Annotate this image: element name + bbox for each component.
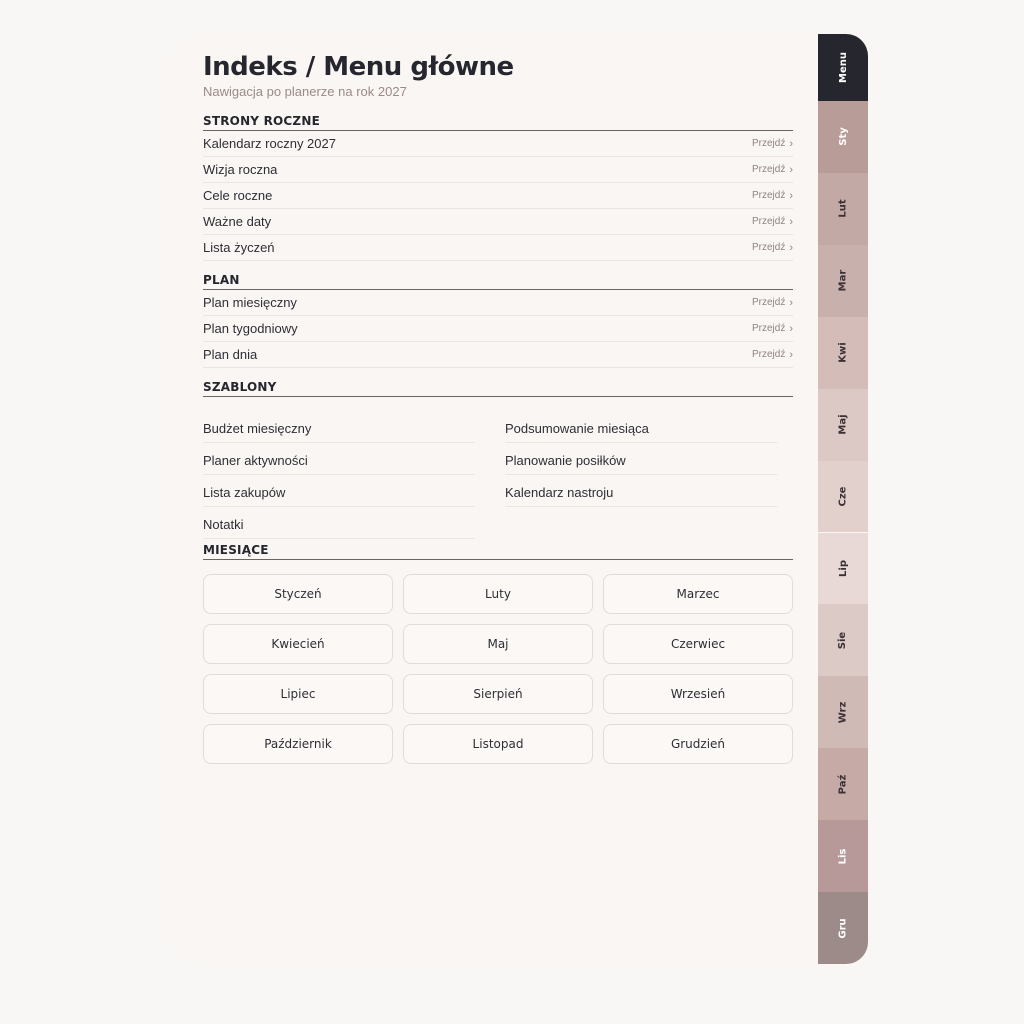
chevron-right-icon: ›: [789, 322, 793, 335]
list-item-label: Plan dnia: [203, 347, 258, 362]
month-button[interactable]: Wrzesień: [603, 674, 793, 714]
month-button[interactable]: Czerwiec: [603, 624, 793, 664]
list-item[interactable]: [203, 290, 793, 316]
template-link[interactable]: Kalendarz nastroju: [505, 475, 777, 507]
section-yearly: [203, 114, 793, 261]
tab-label: Gru: [837, 917, 849, 939]
plan-list: [203, 290, 793, 368]
section-heading-plan: PLAN: [203, 273, 793, 290]
month-button[interactable]: Grudzień: [603, 724, 793, 764]
goto-label: Przejdź: [751, 349, 786, 360]
tab-label: Paź: [837, 774, 849, 795]
month-button[interactable]: Styczeń: [203, 574, 393, 614]
list-item-label: Kalendarz roczny 2027: [203, 136, 336, 151]
tab-cze[interactable]: [818, 461, 868, 533]
goto-label: Przejdź: [751, 138, 786, 149]
tab-lip[interactable]: [818, 533, 868, 605]
goto-label: Przejdź: [751, 164, 786, 175]
list-item[interactable]: [203, 316, 793, 342]
goto-link[interactable]: [752, 349, 793, 361]
months-grid: [203, 574, 793, 764]
tab-menu[interactable]: [818, 34, 868, 101]
list-item[interactable]: [203, 342, 793, 368]
chevron-right-icon: ›: [789, 241, 793, 254]
chevron-right-icon: ›: [789, 215, 793, 228]
section-plan: [203, 273, 793, 368]
goto-label: Przejdź: [751, 216, 786, 227]
month-button[interactable]: Maj: [403, 624, 593, 664]
list-item-label: Wizja roczna: [203, 162, 278, 177]
goto-label: Przejdź: [751, 242, 786, 253]
tab-label: Kwi: [837, 342, 849, 363]
yearly-list: [203, 131, 793, 261]
month-button[interactable]: Sierpień: [403, 674, 593, 714]
tab-mar[interactable]: [818, 245, 868, 317]
month-button[interactable]: Październik: [203, 724, 393, 764]
goto-link[interactable]: [752, 323, 793, 335]
goto-link[interactable]: [752, 164, 793, 176]
tab-label: Sty: [837, 127, 849, 147]
section-heading-months: MIESIĄCE: [203, 543, 793, 560]
tab-label: Lis: [837, 848, 849, 864]
section-templates: [203, 380, 793, 539]
list-item-label: Lista życzeń: [203, 240, 275, 255]
list-item[interactable]: [203, 131, 793, 157]
month-button[interactable]: Marzec: [603, 574, 793, 614]
goto-link[interactable]: [752, 297, 793, 309]
goto-link[interactable]: [752, 242, 793, 254]
chevron-right-icon: ›: [789, 189, 793, 202]
page-subtitle: Nawigacja po planerze na rok 2027: [203, 84, 407, 99]
section-heading-templates: SZABLONY: [203, 380, 793, 397]
tab-label: Mar: [837, 269, 849, 292]
goto-link[interactable]: [752, 190, 793, 202]
list-item[interactable]: [203, 183, 793, 209]
tab-gru[interactable]: [818, 892, 868, 964]
tab-label: Maj: [837, 414, 849, 435]
template-link[interactable]: Notatki: [203, 507, 475, 539]
tab-label: Sie: [837, 631, 849, 650]
list-item-label: Plan tygodniowy: [203, 321, 298, 336]
month-tabs: [818, 34, 868, 964]
tab-paź[interactable]: [818, 748, 868, 820]
month-button[interactable]: Listopad: [403, 724, 593, 764]
tab-sty[interactable]: [818, 101, 868, 173]
planner-page: [163, 34, 863, 964]
section-months: [203, 543, 793, 764]
tab-lis[interactable]: [818, 820, 868, 892]
tab-label: Cze: [837, 486, 849, 507]
template-link[interactable]: Planowanie posiłków: [505, 443, 777, 475]
goto-link[interactable]: [752, 138, 793, 150]
tab-label: Lut: [837, 199, 849, 218]
template-link[interactable]: Lista zakupów: [203, 475, 475, 507]
list-item-label: Ważne daty: [203, 214, 272, 229]
month-button[interactable]: Kwiecień: [203, 624, 393, 664]
template-link[interactable]: Podsumowanie miesiąca: [505, 411, 777, 443]
tab-label: Lip: [837, 559, 849, 577]
chevron-right-icon: ›: [789, 348, 793, 361]
chevron-right-icon: ›: [789, 137, 793, 150]
tab-kwi[interactable]: [818, 317, 868, 389]
month-button[interactable]: Lipiec: [203, 674, 393, 714]
list-item-label: Plan miesięczny: [203, 295, 297, 310]
list-item[interactable]: [203, 209, 793, 235]
list-item[interactable]: [203, 157, 793, 183]
tab-wrz[interactable]: [818, 676, 868, 748]
chevron-right-icon: ›: [789, 296, 793, 309]
goto-label: Przejdź: [751, 190, 786, 201]
month-button[interactable]: Luty: [403, 574, 593, 614]
section-heading-yearly: STRONY ROCZNE: [203, 114, 793, 131]
templates-grid: [203, 411, 793, 539]
tab-label: Menu: [837, 52, 849, 83]
goto-link[interactable]: [752, 216, 793, 228]
tab-lut[interactable]: [818, 173, 868, 245]
page-title: Indeks / Menu główne: [203, 52, 514, 82]
list-item[interactable]: [203, 235, 793, 261]
goto-label: Przejdź: [751, 297, 786, 308]
tab-maj[interactable]: [818, 389, 868, 461]
list-item-label: Cele roczne: [203, 188, 273, 203]
tab-sie[interactable]: [818, 604, 868, 676]
goto-label: Przejdź: [751, 323, 786, 334]
template-link[interactable]: Budżet miesięczny: [203, 411, 475, 443]
page-content: [203, 52, 793, 764]
template-link[interactable]: Planer aktywności: [203, 443, 475, 475]
tab-label: Wrz: [837, 701, 849, 724]
chevron-right-icon: ›: [789, 163, 793, 176]
